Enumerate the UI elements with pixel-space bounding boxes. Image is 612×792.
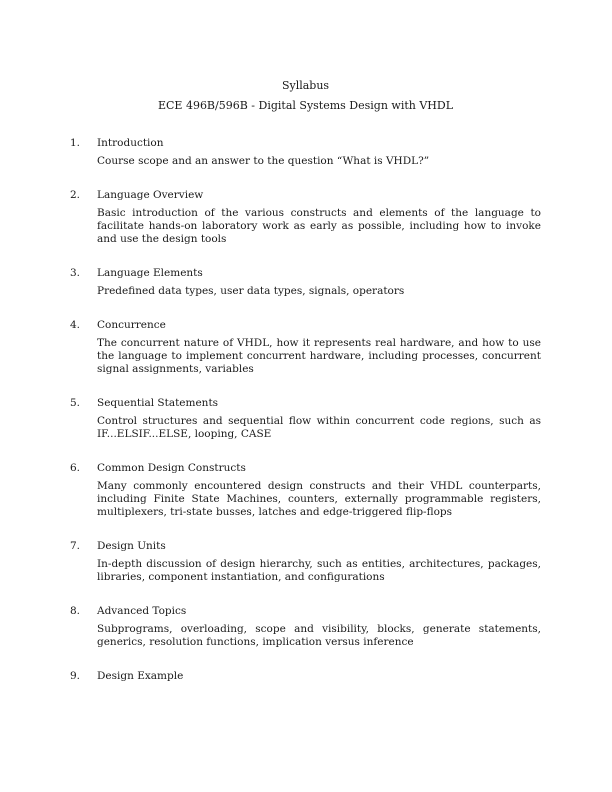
section-heading-row [70, 670, 541, 683]
section-heading: Design Units [97, 540, 166, 552]
section-number: 8. [70, 605, 81, 617]
section-heading: Language Elements [97, 267, 203, 279]
section-body: Basic introduction of the various constructs and elements of the language to facilitate hands-on laboratory work as early as possible, including how to invoke and use the design tools [97, 207, 541, 245]
section-number: 9. [70, 670, 81, 682]
section-number: 4. [70, 319, 81, 331]
syllabus-section [70, 189, 541, 246]
section-body: Course scope and an answer to the question “What is VHDL?” [97, 155, 430, 167]
syllabus-sections [70, 137, 541, 683]
section-body: Control structures and sequential flow within concurrent code regions, such as IF...ELSIF...ELSE, looping, CASE [97, 415, 541, 440]
section-heading-row [70, 267, 541, 280]
syllabus-section [70, 319, 541, 376]
section-number: 3. [70, 267, 81, 279]
syllabus-section [70, 267, 541, 298]
syllabus-section [70, 605, 541, 649]
syllabus-section [70, 462, 541, 519]
section-heading: Advanced Topics [97, 605, 187, 617]
section-heading-row [70, 462, 541, 475]
title-block [70, 76, 541, 116]
section-heading-row [70, 540, 541, 553]
section-heading-row [70, 137, 541, 150]
syllabus-section [70, 670, 541, 683]
syllabus-section [70, 540, 541, 584]
section-heading-row [70, 189, 541, 202]
section-number: 5. [70, 397, 81, 409]
section-body: Subprograms, overloading, scope and visibility, blocks, generate statements, generics, resolution functions, implication versus inference [97, 623, 541, 648]
syllabus-section [70, 137, 541, 168]
section-heading-row [70, 605, 541, 618]
section-heading-row [70, 397, 541, 410]
section-body: The concurrent nature of VHDL, how it represents real hardware, and how to use the language to implement concurrent hardware, including processes, concurrent signal assignments, variables [97, 337, 541, 375]
syllabus-section [70, 397, 541, 441]
course-subtitle: ECE 496B/596B - Digital Systems Design with VHDL [157, 99, 454, 112]
page-title: Syllabus [281, 79, 330, 92]
section-heading: Introduction [97, 137, 164, 149]
section-number: 2. [70, 189, 81, 201]
section-heading-row [70, 319, 541, 332]
section-heading: Design Example [97, 670, 184, 682]
section-heading: Concurrence [97, 319, 166, 331]
section-body: In-depth discussion of design hierarchy, such as entities, architectures, packages, libraries, component instantiation, and configurations [97, 558, 541, 583]
section-number: 7. [70, 540, 81, 552]
section-heading: Sequential Statements [97, 397, 219, 409]
section-number: 6. [70, 462, 81, 474]
section-heading: Common Design Constructs [97, 462, 246, 474]
section-body: Predefined data types, user data types, signals, operators [97, 285, 405, 297]
section-heading: Language Overview [97, 189, 204, 201]
section-number: 1. [70, 137, 81, 149]
section-body: Many commonly encountered design constructs and their VHDL counterparts, including Finite State Machines, counters, externally programmable registers, multiplexers, tri-state busses, latches and edge-triggered flip-flops [97, 480, 541, 518]
